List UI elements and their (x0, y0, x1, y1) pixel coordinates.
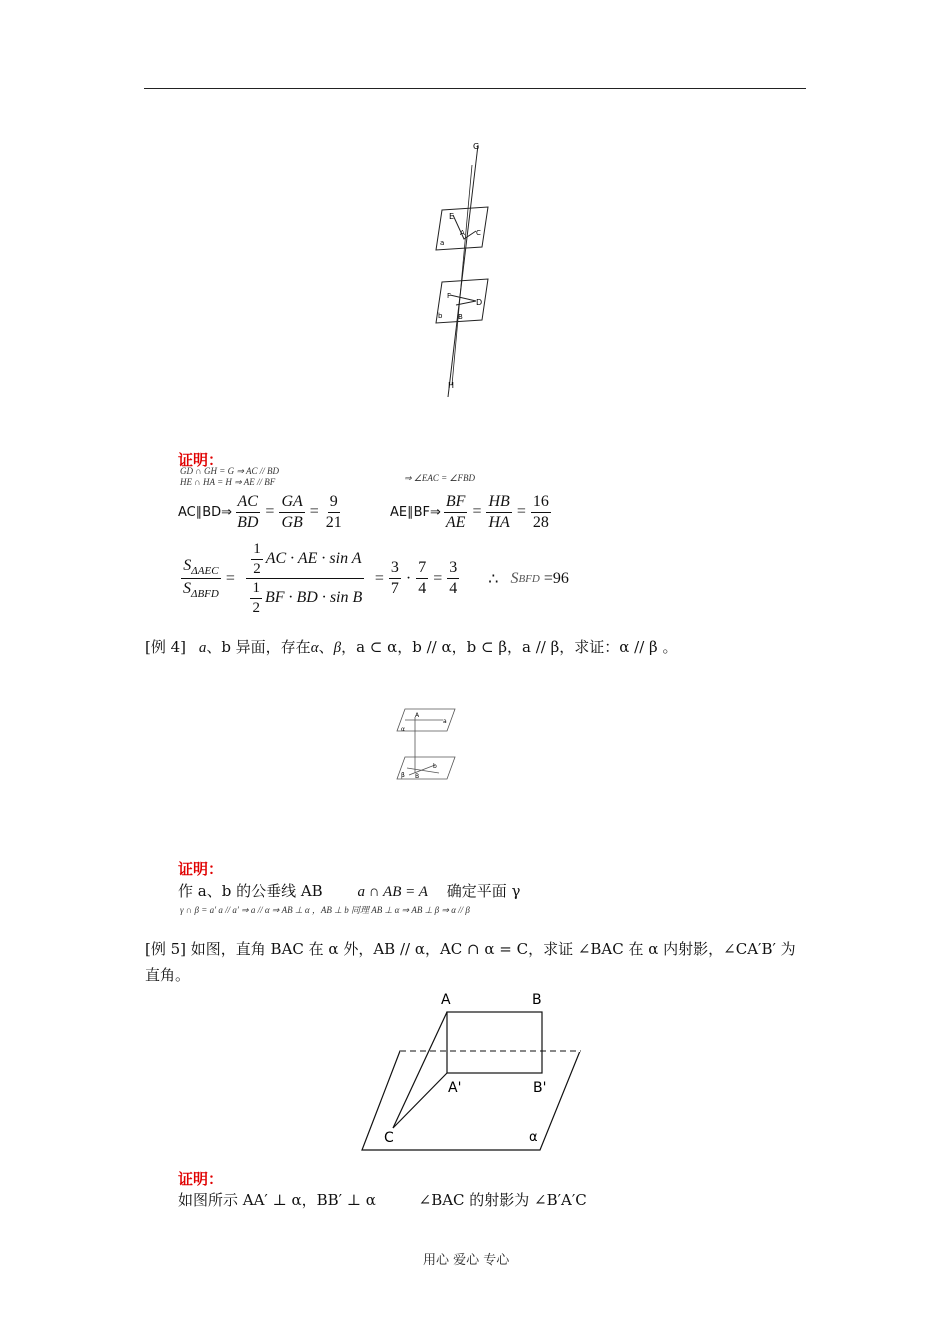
fig1-label-e: E (449, 212, 455, 221)
proof-heading-1: 证明： (178, 451, 224, 469)
fig3-label-b-prime: B' (533, 1080, 547, 1096)
fig2-label-b: B (415, 773, 420, 780)
fig2-label-alpha: α (401, 726, 405, 733)
proof-heading-2: 证明： (178, 860, 224, 878)
fig3-label-a: A (441, 992, 451, 1008)
proof1-line1-right: ⇒ ∠EAC = ∠FBD (404, 473, 475, 483)
fig1-label-h: H (448, 381, 455, 390)
proof3-line1: 如图所示 AA′ ⊥ α，BB′ ⊥ α ∠BAC 的射影为 ∠B′A′C (178, 1191, 587, 1209)
proof2-line2: γ ∩ β = a′ a // a′ ⇒ a // α ⇒ AB ⊥ α ，AB ⊥ b 同理 AB ⊥ α ⇒ AB ⊥ β ⇒ α // β (180, 905, 470, 915)
header-rule (144, 88, 806, 89)
figure-parallel-planes-1 (420, 135, 500, 405)
proof1-ratio2: AE∥BF⇒ $\frac{BF}{AE}$ = $\frac{HB}{HA}$ = $\frac{16}{28}$ (390, 493, 549, 531)
fig1-label-b-small: b (438, 312, 443, 320)
fig2-label-beta: β (401, 772, 405, 779)
fig2-label-a-small: a (443, 718, 447, 725)
fig3-label-a-prime: A' (448, 1080, 462, 1096)
fig1-label-g: G (473, 142, 480, 151)
proof2-line1: 作 a、b 的公垂线 AB a ∩ AB = A 确定平面 γ (178, 882, 521, 900)
fig3-label-b: B (532, 992, 542, 1008)
fig2-label-a: A (415, 712, 420, 719)
proof1-line1: GD ∩ GH = G ⇒ AC // BD HE ∩ HA = H ⇒ AE // BF (180, 466, 279, 487)
figure-parallel-planes-2 (395, 703, 460, 783)
figure-right-angle-projection (355, 988, 595, 1153)
proof-heading-3: 证明： (178, 1170, 224, 1188)
page-footer: 用心 爱心 专心 (423, 1253, 510, 1268)
example-5-line2: 直角。 (145, 966, 191, 984)
fig2-label-b-small: b (433, 763, 437, 770)
fig1-label-c: C (476, 229, 481, 237)
fig3-label-alpha: α (529, 1130, 538, 1145)
fig1-label-b: B (458, 313, 463, 321)
fig1-label-a-small: a (440, 239, 445, 247)
example-5-line1: [例 5] 如图，直角 BAC 在 α 外，AB // α，AC ∩ α = C，求证 ∠BAC 在 α 内射影，∠CA′B′ 为 (145, 940, 796, 958)
fig1-label-d: D (476, 298, 483, 307)
fig1-label-f: F (447, 292, 452, 300)
fig3-label-c: C (384, 1130, 394, 1146)
example-4: [例 4] a、b 异面，存在α、β，a ⊂ α，b // α，b ⊂ β，a // β，求证：α // β 。 (145, 638, 678, 656)
proof1-ratio1: AC∥BD⇒ $\frac{AC}{BD}$ = $\frac{GA}{GB}$ = $\frac{9}{21}$ (178, 493, 342, 531)
proof1-area-ratio: $\frac{S_{\Delta AEC}}{S_{\Delta BFD}}$ = $\frac{1}{2}$ AC · AE · sin A $\frac{1}{2}$ BF · BD · sin B = $\frac{3}{7}$ · $\frac{7}{4}$ = $\frac{3}{4}$ ∴ S BFD =96 (183, 541, 569, 616)
fig1-label-a: A (460, 229, 465, 237)
